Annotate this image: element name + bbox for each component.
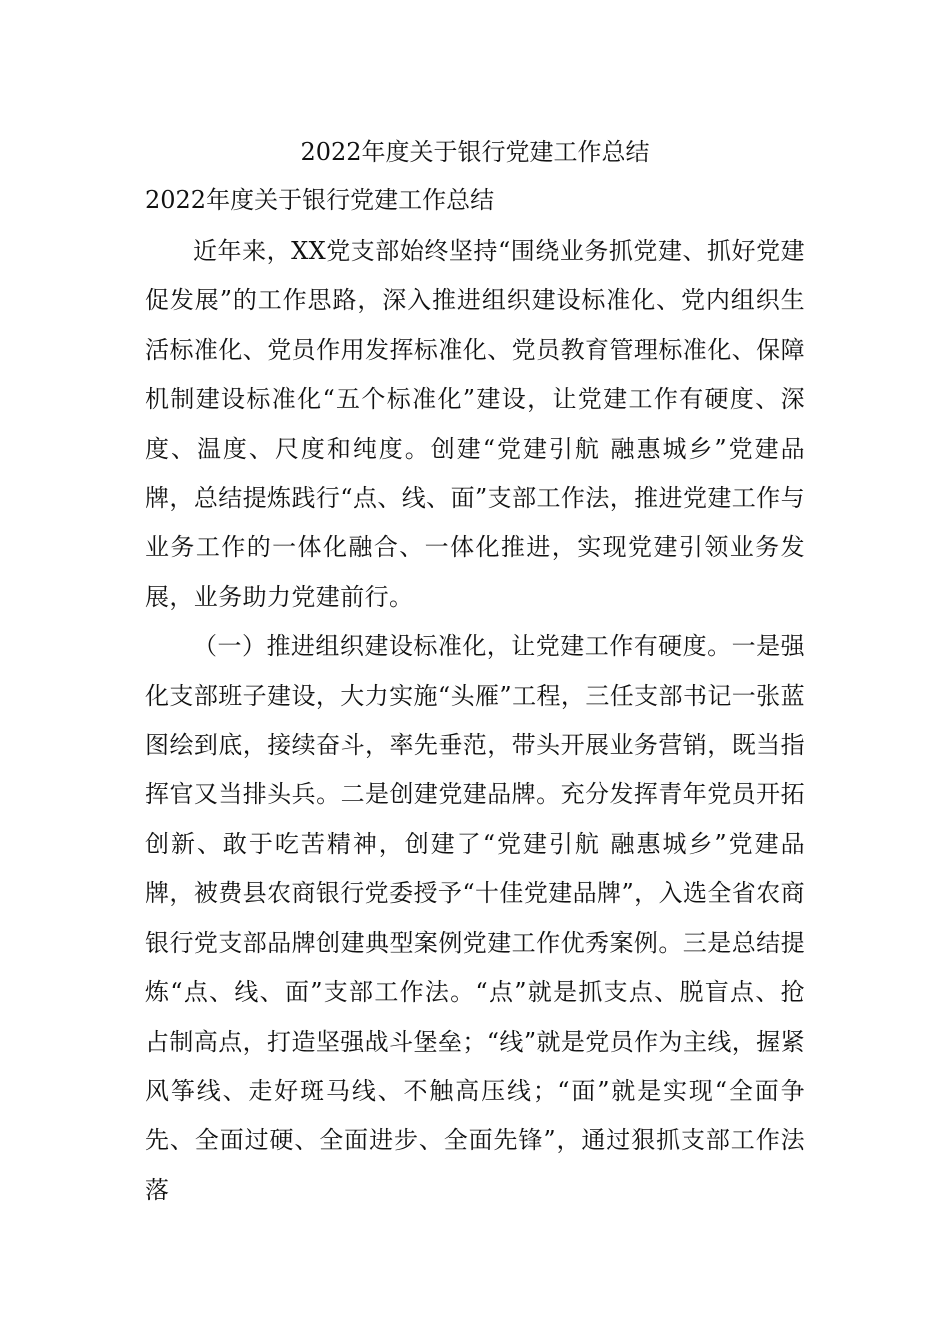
document-body [145,227,805,1215]
paragraph-intro: 近年来，XX党支部始终坚持“围绕业务抓党建、抓好党建促发展”的工作思路，深入推进组织建设标准化、党内组织生活标准化、党员作用发挥标准化、党员教育管理标准化、保障机制建设标准化“五个标准化”建设，让党建工作有硬度、深度、温度、尺度和纯度。创建“党建引航 融惠城乡”党建品牌，总结提炼践行“点、线、面”支部工作法，推进党建工作与业务工作的一体化融合、一体化推进，实现党建引领业务发展，业务助力党建前行。 [145,237,805,611]
document-subtitle: 2022年度关于银行党建工作总结 [145,186,495,214]
paragraph-section-one: （一）推进组织建设标准化，让党建工作有硬度。一是强化支部班子建设，大力实施“头雁”工程，三任支部书记一张蓝图绘到底，接续奋斗，率先垂范，带头开展业务营销，既当指挥官又当排头兵。二是创建党建品牌。充分发挥青年党员开拓创新、敢于吃苦精神，创建了“党建引航 融惠城乡”党建品牌，被费县农商银行党委授予“十佳党建品牌”，入选全省农商银行党支部品牌创建典型案例党建工作优秀案例。三是总结提炼“点、线、面”支部工作法。“点”就是抓支点、脱盲点、抢占制高点，打造坚强战斗堡垒；“线”就是党员作为主线，握紧风筝线、走好斑马线、不触高压线；“面”就是实现“全面争先、全面过硬、全面进步、全面先锋”，通过狠抓支部工作法落 [145,632,805,1204]
document-title: 2022年度关于银行党建工作总结 [300,138,650,166]
